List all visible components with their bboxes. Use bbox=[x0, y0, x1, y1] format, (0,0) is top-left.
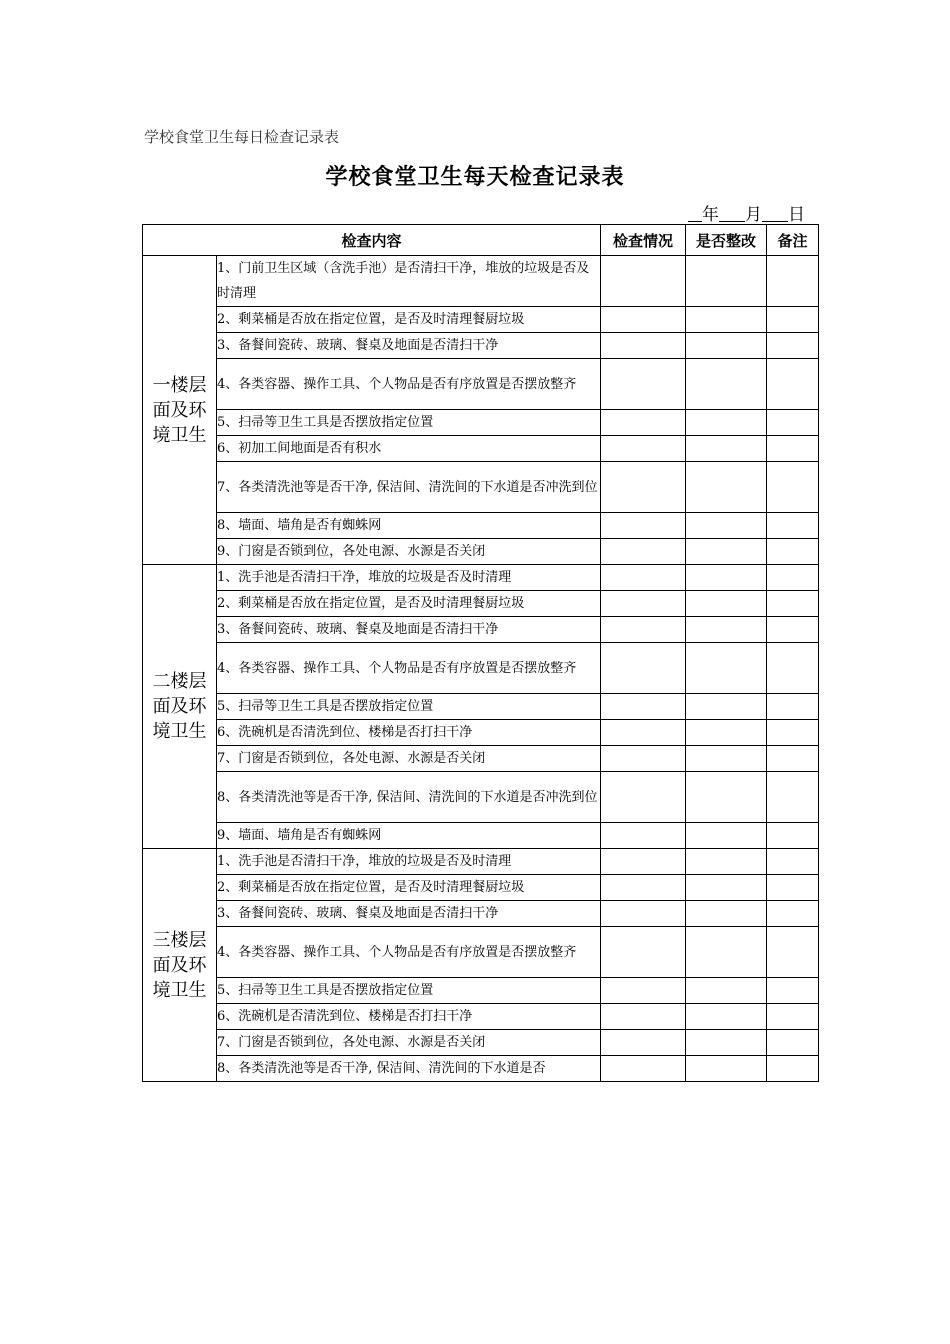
table-body bbox=[143, 256, 819, 1082]
rectified-cell[interactable] bbox=[686, 746, 767, 772]
section-label-text: 三楼层面及环境卫生 bbox=[152, 929, 207, 1001]
column-header-remarks: 备注 bbox=[767, 225, 819, 256]
table-row bbox=[143, 436, 819, 462]
remarks-cell[interactable] bbox=[767, 823, 819, 849]
status-cell[interactable] bbox=[601, 823, 686, 849]
inspection-table bbox=[142, 224, 819, 1082]
day-blank[interactable] bbox=[762, 205, 788, 222]
inspection-item: 2、剩菜桶是否放在指定位置，是否及时清理餐厨垃圾 bbox=[217, 591, 601, 617]
inspection-item: 3、备餐间瓷砖、玻璃、餐桌及地面是否清扫干净 bbox=[217, 617, 601, 643]
rectified-cell[interactable] bbox=[686, 823, 767, 849]
status-cell[interactable] bbox=[601, 694, 686, 720]
rectified-cell[interactable] bbox=[686, 333, 767, 359]
remarks-cell[interactable] bbox=[767, 513, 819, 539]
remarks-cell[interactable] bbox=[767, 591, 819, 617]
rectified-cell[interactable] bbox=[686, 307, 767, 333]
inspection-item: 1、门前卫生区域（含洗手池）是否清扫干净，堆放的垃圾是否及时清理 bbox=[217, 256, 601, 307]
status-cell[interactable] bbox=[601, 927, 686, 978]
remarks-cell[interactable] bbox=[767, 307, 819, 333]
remarks-cell[interactable] bbox=[767, 539, 819, 565]
inspection-item: 9、墙面、墙角是否有蜘蛛网 bbox=[217, 823, 601, 849]
remarks-cell[interactable] bbox=[767, 333, 819, 359]
inspection-item: 7、门窗是否锁到位，各处电源、水源是否关闭 bbox=[217, 746, 601, 772]
remarks-cell[interactable] bbox=[767, 410, 819, 436]
table-row bbox=[143, 823, 819, 849]
rectified-cell[interactable] bbox=[686, 617, 767, 643]
remarks-cell[interactable] bbox=[767, 617, 819, 643]
status-cell[interactable] bbox=[601, 617, 686, 643]
column-header-status: 检查情况 bbox=[601, 225, 686, 256]
inspection-item: 6、洗碗机是否清洗到位、楼梯是否打扫干净 bbox=[217, 720, 601, 746]
status-cell[interactable] bbox=[601, 720, 686, 746]
remarks-cell[interactable] bbox=[767, 359, 819, 410]
remarks-cell[interactable] bbox=[767, 694, 819, 720]
table-row bbox=[143, 410, 819, 436]
remarks-cell[interactable] bbox=[767, 849, 819, 875]
rectified-cell[interactable] bbox=[686, 462, 767, 513]
table-row bbox=[143, 333, 819, 359]
rectified-cell[interactable] bbox=[686, 436, 767, 462]
table-row bbox=[143, 927, 819, 978]
inspection-item: 8、各类清洗池等是否干净, 保洁间、清洗间的下水道是否冲洗到位 bbox=[217, 772, 601, 823]
inspection-item: 4、各类容器、操作工具、个人物品是否有序放置是否摆放整齐 bbox=[217, 927, 601, 978]
page-title: 学校食堂卫生每天检查记录表 bbox=[325, 165, 625, 190]
status-cell[interactable] bbox=[601, 849, 686, 875]
status-cell[interactable] bbox=[601, 539, 686, 565]
inspection-item: 1、洗手池是否清扫干净，堆放的垃圾是否及时清理 bbox=[217, 849, 601, 875]
column-header-rectified: 是否整改 bbox=[686, 225, 767, 256]
inspection-item: 9、门窗是否锁到位，各处电源、水源是否关闭 bbox=[217, 539, 601, 565]
rectified-cell[interactable] bbox=[686, 720, 767, 746]
rectified-cell[interactable] bbox=[686, 539, 767, 565]
section-label bbox=[143, 256, 217, 565]
status-cell[interactable] bbox=[601, 746, 686, 772]
status-cell[interactable] bbox=[601, 307, 686, 333]
rectified-cell[interactable] bbox=[686, 410, 767, 436]
rectified-cell[interactable] bbox=[686, 849, 767, 875]
inspection-item: 8、各类清洗池等是否干净, 保洁间、清洗间的下水道是否 bbox=[217, 1056, 601, 1082]
month-blank[interactable] bbox=[719, 205, 745, 222]
table-row bbox=[143, 1056, 819, 1082]
remarks-cell[interactable] bbox=[767, 978, 819, 1004]
status-cell[interactable] bbox=[601, 643, 686, 694]
section-label bbox=[143, 849, 217, 1082]
status-cell[interactable] bbox=[601, 436, 686, 462]
inspection-item: 6、初加工间地面是否有积水 bbox=[217, 436, 601, 462]
table-row bbox=[143, 901, 819, 927]
rectified-cell[interactable] bbox=[686, 643, 767, 694]
table-row bbox=[143, 978, 819, 1004]
table-row bbox=[143, 875, 819, 901]
section-label bbox=[143, 565, 217, 849]
status-cell[interactable] bbox=[601, 462, 686, 513]
remarks-cell[interactable] bbox=[767, 875, 819, 901]
status-cell[interactable] bbox=[601, 410, 686, 436]
table-row bbox=[143, 694, 819, 720]
remarks-cell[interactable] bbox=[767, 927, 819, 978]
rectified-cell[interactable] bbox=[686, 901, 767, 927]
table-row bbox=[143, 1030, 819, 1056]
status-cell[interactable] bbox=[601, 875, 686, 901]
inspection-item: 3、备餐间瓷砖、玻璃、餐桌及地面是否清扫干净 bbox=[217, 333, 601, 359]
table-row bbox=[143, 643, 819, 694]
status-cell[interactable] bbox=[601, 1004, 686, 1030]
table-row bbox=[143, 462, 819, 513]
inspection-item: 8、墙面、墙角是否有蜘蛛网 bbox=[217, 513, 601, 539]
remarks-cell[interactable] bbox=[767, 436, 819, 462]
inspection-item: 3、备餐间瓷砖、玻璃、餐桌及地面是否清扫干净 bbox=[217, 901, 601, 927]
status-cell[interactable] bbox=[601, 901, 686, 927]
document-header: 学校食堂卫生每日检查记录表 bbox=[144, 128, 340, 146]
status-cell[interactable] bbox=[601, 1030, 686, 1056]
rectified-cell[interactable] bbox=[686, 1030, 767, 1056]
status-cell[interactable] bbox=[601, 513, 686, 539]
inspection-item: 7、各类清洗池等是否干净, 保洁间、清洗间的下水道是否冲洗到位 bbox=[217, 462, 601, 513]
table-row bbox=[143, 849, 819, 875]
table-row bbox=[143, 591, 819, 617]
remarks-cell[interactable] bbox=[767, 1004, 819, 1030]
status-cell[interactable] bbox=[601, 772, 686, 823]
remarks-cell[interactable] bbox=[767, 746, 819, 772]
section-label-text: 二楼层面及环境卫生 bbox=[152, 671, 207, 742]
status-cell[interactable] bbox=[601, 565, 686, 591]
rectified-cell[interactable] bbox=[686, 565, 767, 591]
status-cell[interactable] bbox=[601, 256, 686, 307]
table-row bbox=[143, 307, 819, 333]
rectified-cell[interactable] bbox=[686, 359, 767, 410]
inspection-item: 2、剩菜桶是否放在指定位置，是否及时清理餐厨垃圾 bbox=[217, 307, 601, 333]
inspection-item: 5、扫帚等卫生工具是否摆放指定位置 bbox=[217, 978, 601, 1004]
rectified-cell[interactable] bbox=[686, 772, 767, 823]
table-row bbox=[143, 746, 819, 772]
section-label-text: 一楼层面及环境卫生 bbox=[152, 374, 207, 446]
inspection-item: 4、各类容器、操作工具、个人物品是否有序放置是否摆放整齐 bbox=[217, 359, 601, 410]
remarks-cell[interactable] bbox=[767, 901, 819, 927]
inspection-item: 7、门窗是否锁到位，各处电源、水源是否关闭 bbox=[217, 1030, 601, 1056]
status-cell[interactable] bbox=[601, 1056, 686, 1082]
rectified-cell[interactable] bbox=[686, 1004, 767, 1030]
table-row bbox=[143, 359, 819, 410]
year-blank[interactable] bbox=[688, 205, 702, 222]
status-cell[interactable] bbox=[601, 591, 686, 617]
remarks-cell[interactable] bbox=[767, 1056, 819, 1082]
status-cell[interactable] bbox=[601, 978, 686, 1004]
remarks-cell[interactable] bbox=[767, 772, 819, 823]
inspection-item: 5、扫帚等卫生工具是否摆放指定位置 bbox=[217, 410, 601, 436]
inspection-item: 1、洗手池是否清扫干净，堆放的垃圾是否及时清理 bbox=[217, 565, 601, 591]
column-header-content: 检查内容 bbox=[143, 225, 601, 256]
remarks-cell[interactable] bbox=[767, 462, 819, 513]
table-row bbox=[143, 565, 819, 591]
table-row bbox=[143, 513, 819, 539]
rectified-cell[interactable] bbox=[686, 694, 767, 720]
table-row bbox=[143, 539, 819, 565]
inspection-item: 6、洗碗机是否清洗到位、楼梯是否打扫干净 bbox=[217, 1004, 601, 1030]
day-label: 日 bbox=[788, 205, 805, 225]
table-row bbox=[143, 617, 819, 643]
month-label: 月 bbox=[745, 205, 762, 225]
table-row bbox=[143, 720, 819, 746]
inspection-item: 2、剩菜桶是否放在指定位置，是否及时清理餐厨垃圾 bbox=[217, 875, 601, 901]
rectified-cell[interactable] bbox=[686, 591, 767, 617]
rectified-cell[interactable] bbox=[686, 875, 767, 901]
rectified-cell[interactable] bbox=[686, 513, 767, 539]
remarks-cell[interactable] bbox=[767, 643, 819, 694]
rectified-cell[interactable] bbox=[686, 1056, 767, 1082]
rectified-cell[interactable] bbox=[686, 978, 767, 1004]
table-row bbox=[143, 256, 819, 307]
table-row bbox=[143, 1004, 819, 1030]
status-cell[interactable] bbox=[601, 359, 686, 410]
inspection-item: 4、各类容器、操作工具、个人物品是否有序放置是否摆放整齐 bbox=[217, 643, 601, 694]
rectified-cell[interactable] bbox=[686, 256, 767, 307]
remarks-cell[interactable] bbox=[767, 565, 819, 591]
table-row bbox=[143, 772, 819, 823]
rectified-cell[interactable] bbox=[686, 927, 767, 978]
remarks-cell[interactable] bbox=[767, 1030, 819, 1056]
remarks-cell[interactable] bbox=[767, 256, 819, 307]
status-cell[interactable] bbox=[601, 333, 686, 359]
inspection-item: 5、扫帚等卫生工具是否摆放指定位置 bbox=[217, 694, 601, 720]
year-label: 年 bbox=[702, 205, 719, 225]
date-line bbox=[688, 200, 805, 225]
remarks-cell[interactable] bbox=[767, 720, 819, 746]
